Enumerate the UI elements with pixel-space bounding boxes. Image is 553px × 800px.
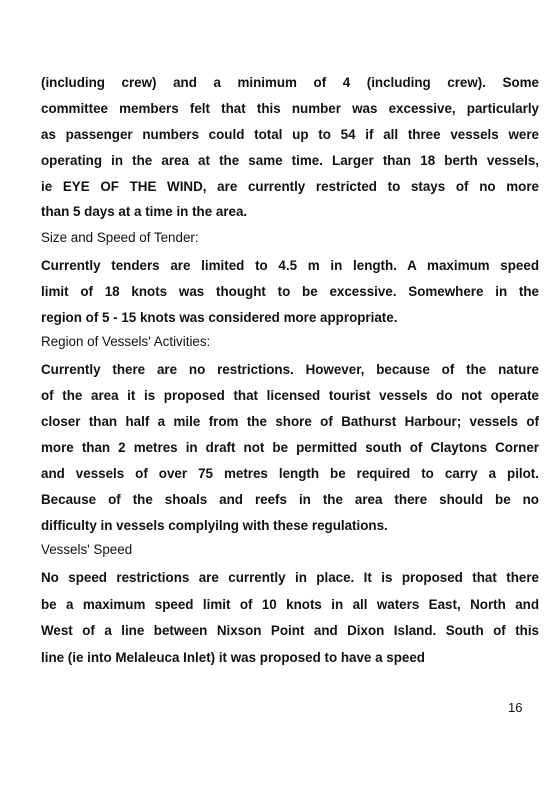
section-heading-speed: Vessels' Speed [41,542,133,557]
body-text-line: and vessels of over 75 metres length be required to carry a pilot. [41,466,539,481]
body-text-line: limit of 18 knots was thought to be excessive. Somewhere in the [41,284,539,299]
body-text-line: No speed restrictions are currently in place. It is proposed that there [41,570,539,585]
body-text-line: Currently there are no restrictions. However, because of the nature [41,362,539,377]
body-text-line: ie EYE OF THE WIND, are currently restricted to stays of no more [41,179,539,194]
body-text-line: (including crew) and a minimum of 4 (including crew). Some [41,75,539,90]
body-text-line: operating in the area at the same time. Larger than 18 berth vessels, [41,153,539,168]
body-text-line: Currently tenders are limited to 4.5 m in length. A maximum speed [41,258,539,273]
body-text-line: Because of the shoals and reefs in the area there should be no [41,492,539,507]
page-number: 16 [508,700,523,715]
body-text-line: West of a line between Nixson Point and Dixon Island. South of this [41,623,539,638]
section-heading-region: Region of Vessels' Activities: [41,334,211,349]
body-text-line: of the area it is proposed that licensed tourist vessels do not operate [41,388,539,403]
body-text-line: closer than half a mile from the shore of Bathurst Harbour; vessels of [41,414,539,429]
body-text-line: be a maximum speed limit of 10 knots in all waters East, North and [41,597,539,612]
body-text-line: than 5 days at a time in the area. [41,204,248,219]
section-heading-tender: Size and Speed of Tender: [41,230,199,245]
body-text-line: committee members felt that this number was excessive, particularly [41,101,539,116]
body-text-line: more than 2 metres in draft not be permitted south of Claytons Corner [41,440,539,455]
body-text-line: as passenger numbers could total up to 54 if all three vessels were [41,127,539,142]
body-text-line: region of 5 - 15 knots was considered more appropriate. [41,310,398,325]
body-text-line: line (ie into Melaleuca Inlet) it was proposed to have a speed [41,650,425,665]
body-text-line: difficulty in vessels complyilng with these regulations. [41,518,388,533]
